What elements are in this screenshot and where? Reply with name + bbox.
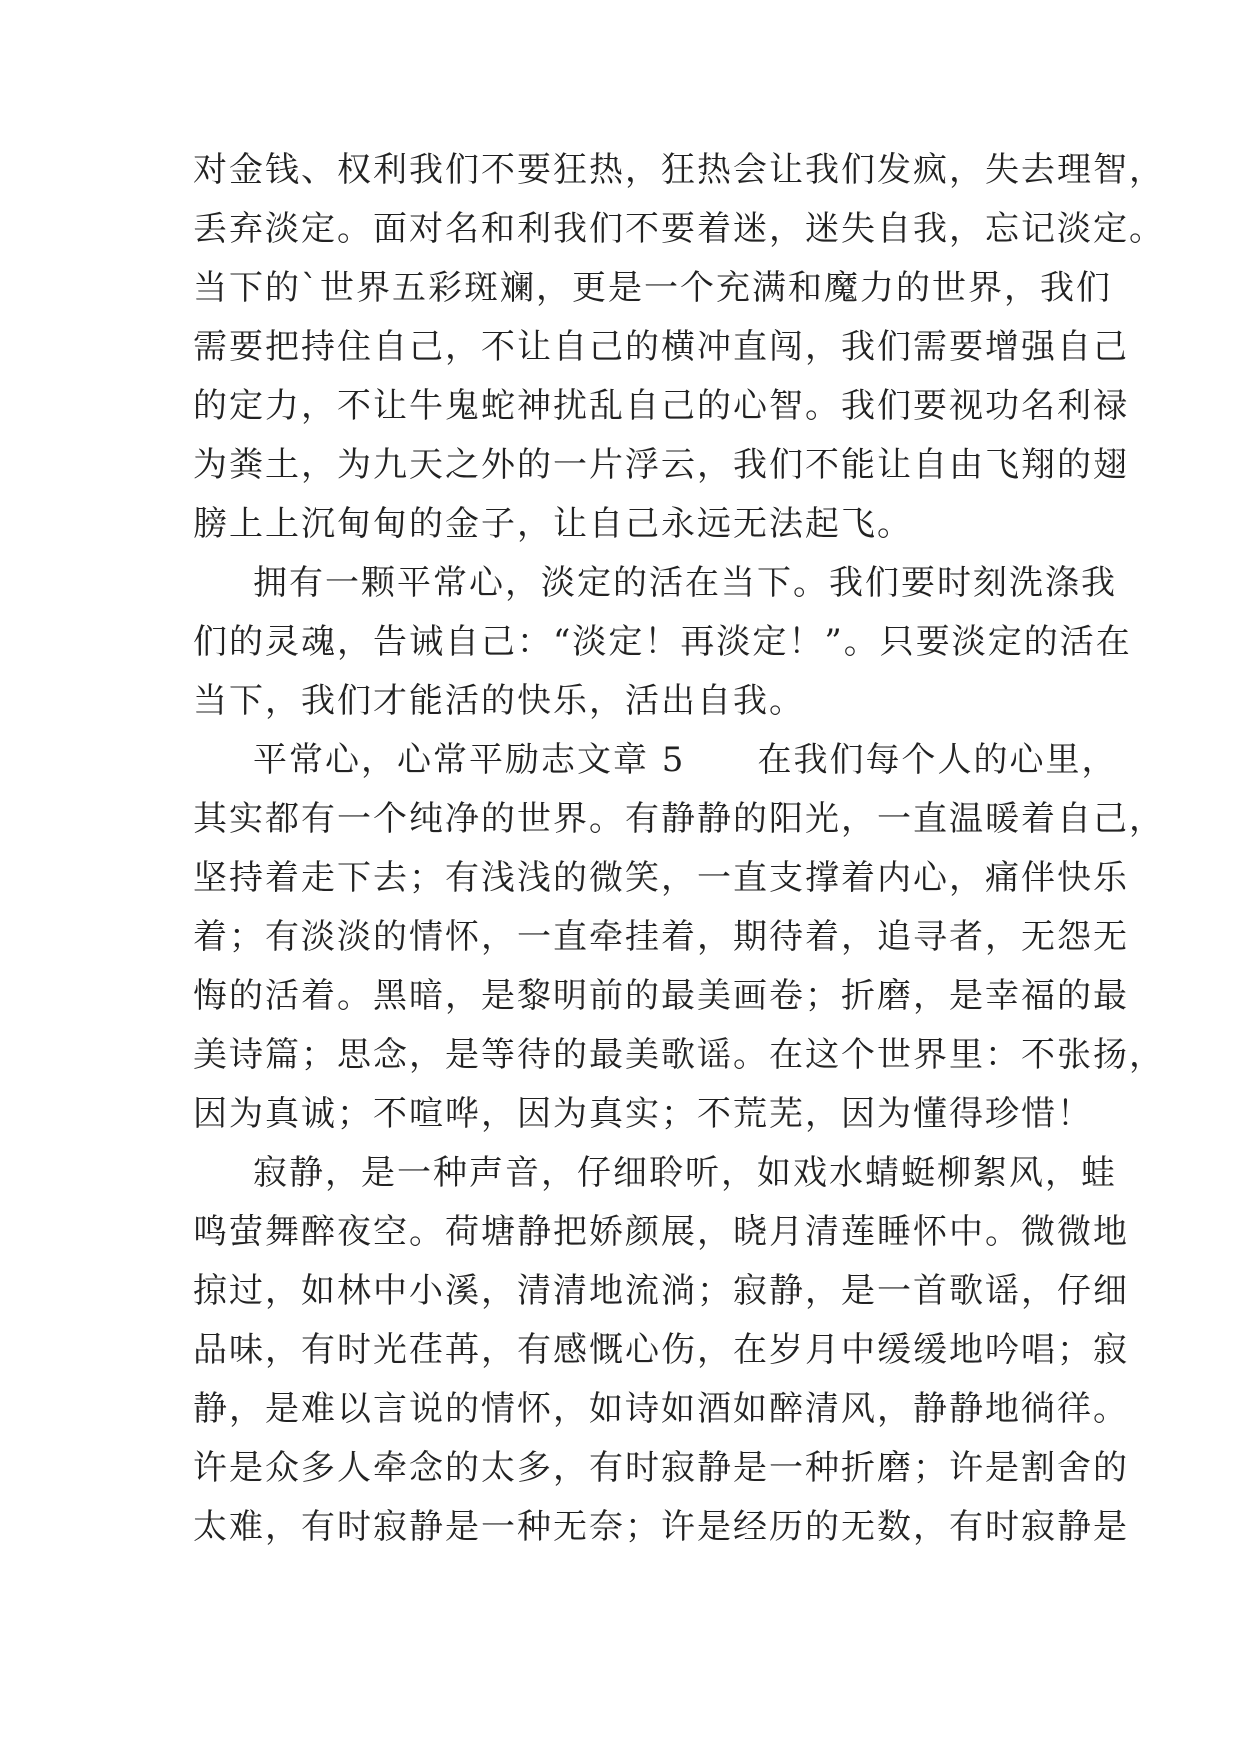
text-line: 需要把持住自己，不让自己的横冲直闯，我们需要增强自己 bbox=[193, 327, 1129, 367]
text-line: 因为真诚；不喧哗，因为真实；不荒芜，因为懂得珍惜！ bbox=[193, 1094, 1093, 1134]
paragraph-first-line: 平常心，心常平励志文章 5 在我们每个人的心里， bbox=[253, 740, 1118, 780]
text-line: 掠过，如林中小溪，清清地流淌；寂静，是一首歌谣，仔细 bbox=[193, 1271, 1129, 1311]
text-line: 当下的`世界五彩斑斓，更是一个充满和魔力的世界，我们 bbox=[193, 268, 1112, 308]
text-line: 悔的活着。黑暗，是黎明前的最美画卷；折磨，是幸福的最 bbox=[193, 976, 1129, 1016]
text-line: 为粪土，为九天之外的一片浮云，我们不能让自由飞翔的翅 bbox=[193, 445, 1129, 485]
text-line: 的定力，不让牛鬼蛇神扰乱自己的心智。我们要视功名利禄 bbox=[193, 386, 1129, 426]
text-line: 丢弃淡定。面对名和利我们不要着迷，迷失自我，忘记淡定。 bbox=[193, 209, 1165, 249]
text-line: 鸣萤舞醉夜空。荷塘静把娇颜展，晓月清莲睡怀中。微微地 bbox=[193, 1212, 1129, 1252]
text-line: 坚持着走下去；有浅浅的微笑，一直支撑着内心，痛伴快乐 bbox=[193, 858, 1129, 898]
text-line: 们的灵魂，告诫自己：“淡定！再淡定！”。只要淡定的活在 bbox=[193, 622, 1132, 662]
text-line: 美诗篇；思念，是等待的最美歌谣。在这个世界里：不张扬， bbox=[193, 1035, 1165, 1075]
text-line: 着；有淡淡的情怀，一直牵挂着，期待着，追寻者，无怨无 bbox=[193, 917, 1129, 957]
paragraph-first-line: 寂静，是一种声音，仔细聆听，如戏水蜻蜓柳絮风，蛙 bbox=[253, 1153, 1117, 1193]
text-line: 对金钱、权利我们不要狂热，狂热会让我们发疯，失去理智， bbox=[193, 150, 1165, 190]
text-line: 当下，我们才能活的快乐，活出自我。 bbox=[193, 681, 805, 721]
text-line: 其实都有一个纯净的世界。有静静的阳光，一直温暖着自己， bbox=[193, 799, 1165, 839]
text-line: 膀上上沉甸甸的金子，让自己永远无法起飞。 bbox=[193, 504, 913, 544]
text-line: 品味，有时光荏苒，有感慨心伤，在岁月中缓缓地吟唱；寂 bbox=[193, 1330, 1129, 1370]
paragraph-first-line: 拥有一颗平常心，淡定的活在当下。我们要时刻洗涤我 bbox=[253, 563, 1117, 603]
text-line: 太难，有时寂静是一种无奈；许是经历的无数，有时寂静是 bbox=[193, 1507, 1129, 1547]
text-line: 许是众多人牵念的太多，有时寂静是一种折磨；许是割舍的 bbox=[193, 1448, 1129, 1488]
text-line: 静，是难以言说的情怀，如诗如酒如醉清风，静静地徜徉。 bbox=[193, 1389, 1129, 1429]
